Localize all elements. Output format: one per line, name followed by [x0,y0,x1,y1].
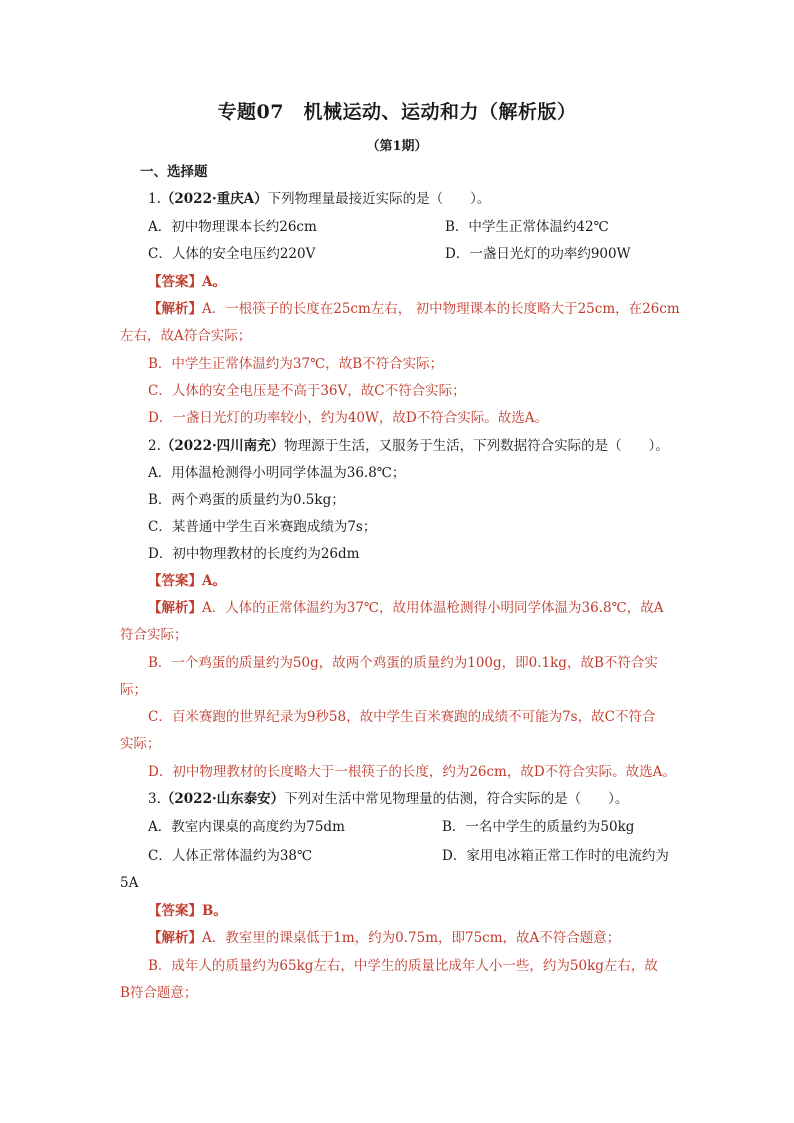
page-subtitle: （第1期） [366,139,428,154]
analysis-line: B符合题意； [120,985,198,1001]
analysis-label: 【解析】 [148,600,202,616]
question-number: 2. [148,438,161,454]
answer: 【答案】B。 [148,903,227,919]
option-b: B．两个鸡蛋的质量约为0.5kg； [148,492,345,508]
analysis-line [148,928,620,948]
analysis-line: C．人体的安全电压是不高于36V，故C不符合实际； [148,383,466,399]
analysis-line: D．一盏日光灯的功率较小，约为40W，故D不符合实际。故选A。 [148,410,548,426]
analysis-line: D．初中物理教材的长度略大于一根筷子的长度，约为26cm，故D不符合实际。故选A。 [148,764,676,780]
analysis-line: C．百米赛跑的世界纪录为9秒58，故中学生百米赛跑的成绩不可能为7s，故C不符合 [148,709,656,725]
answer: 【答案】A。 [148,573,226,589]
analysis-label: 【解析】 [148,301,202,317]
analysis-line: 实际； [120,736,161,752]
question-number: 1. [148,191,161,207]
analysis-line: 左右，故A符合实际； [120,328,252,344]
answer: 【答案】A。 [148,274,226,290]
question-stem: 物理源于生活，又服务于生活，下列数据符合实际的是（ ）。 [284,438,669,454]
analysis-line [148,299,680,319]
option-d: D．初中物理教材的长度约为26dm [148,546,360,562]
analysis-text: A．一根筷子的长度在25cm左右， 初中物理课本的长度略大于25cm，在26cm [202,301,680,317]
analysis-line: B．成年人的质量约为65kg左右，中学生的质量比成年人小一些，约为50kg左右，故 [148,958,658,974]
option-c: C．人体的安全电压约220V [148,246,316,262]
option-c: C．某普通中学生百米赛跑成绩为7s； [148,519,377,535]
question-source: （2022·重庆A） [160,191,268,207]
option-d: D．家用电冰箱正常工作时的电流约为 [442,848,669,864]
section-heading: 一、选择题 [140,164,208,180]
option-a: A．初中物理课本长约26cm [148,219,317,235]
analysis-line: B．中学生正常体温约为37℃，故B不符合实际； [148,356,444,372]
option-a: A．教室内课桌的高度约为75dm [148,819,345,835]
question-number: 3. [148,791,161,807]
analysis-text: A．教室里的课桌低于1m，约为0.75m，即75cm，故A不符合题意； [202,930,621,946]
option-c: C．人体正常体温约为38℃ [148,848,313,864]
option-b: B．中学生正常体温约42℃ [445,219,609,235]
question-stem: 下列物理量最接近实际的是（ ）。 [267,191,491,207]
question-stem: 下列对生活中常见物理量的估测，符合实际的是（ ）。 [284,791,629,807]
question-2 [148,436,669,456]
analysis-text: A．人体的正常体温约为37℃，故用体温枪测得小明同学体温为36.8℃，故A [202,600,664,616]
option-a: A．用体温枪测得小明同学体温为36.8℃； [148,465,406,481]
question-3 [148,789,628,809]
analysis-line: B．一个鸡蛋的质量约为50g，故两个鸡蛋的质量约为100g，即0.1kg，故B不符合实 [148,655,658,671]
option-b: B．一名中学生的质量约为50kg [442,819,635,835]
analysis-line: 际； [120,682,147,698]
question-1 [148,189,490,209]
analysis-label: 【解析】 [148,930,202,946]
analysis-line [148,598,663,618]
page-title: 专题07 机械运动、运动和力（解析版） [217,101,577,123]
analysis-line: 符合实际； [120,627,188,643]
option-d-continued: 5A [120,875,139,891]
question-source: （2022·山东泰安） [160,791,285,807]
question-source: （2022·四川南充） [160,438,285,454]
option-d: D．一盏日光灯的功率约900W [445,246,631,262]
